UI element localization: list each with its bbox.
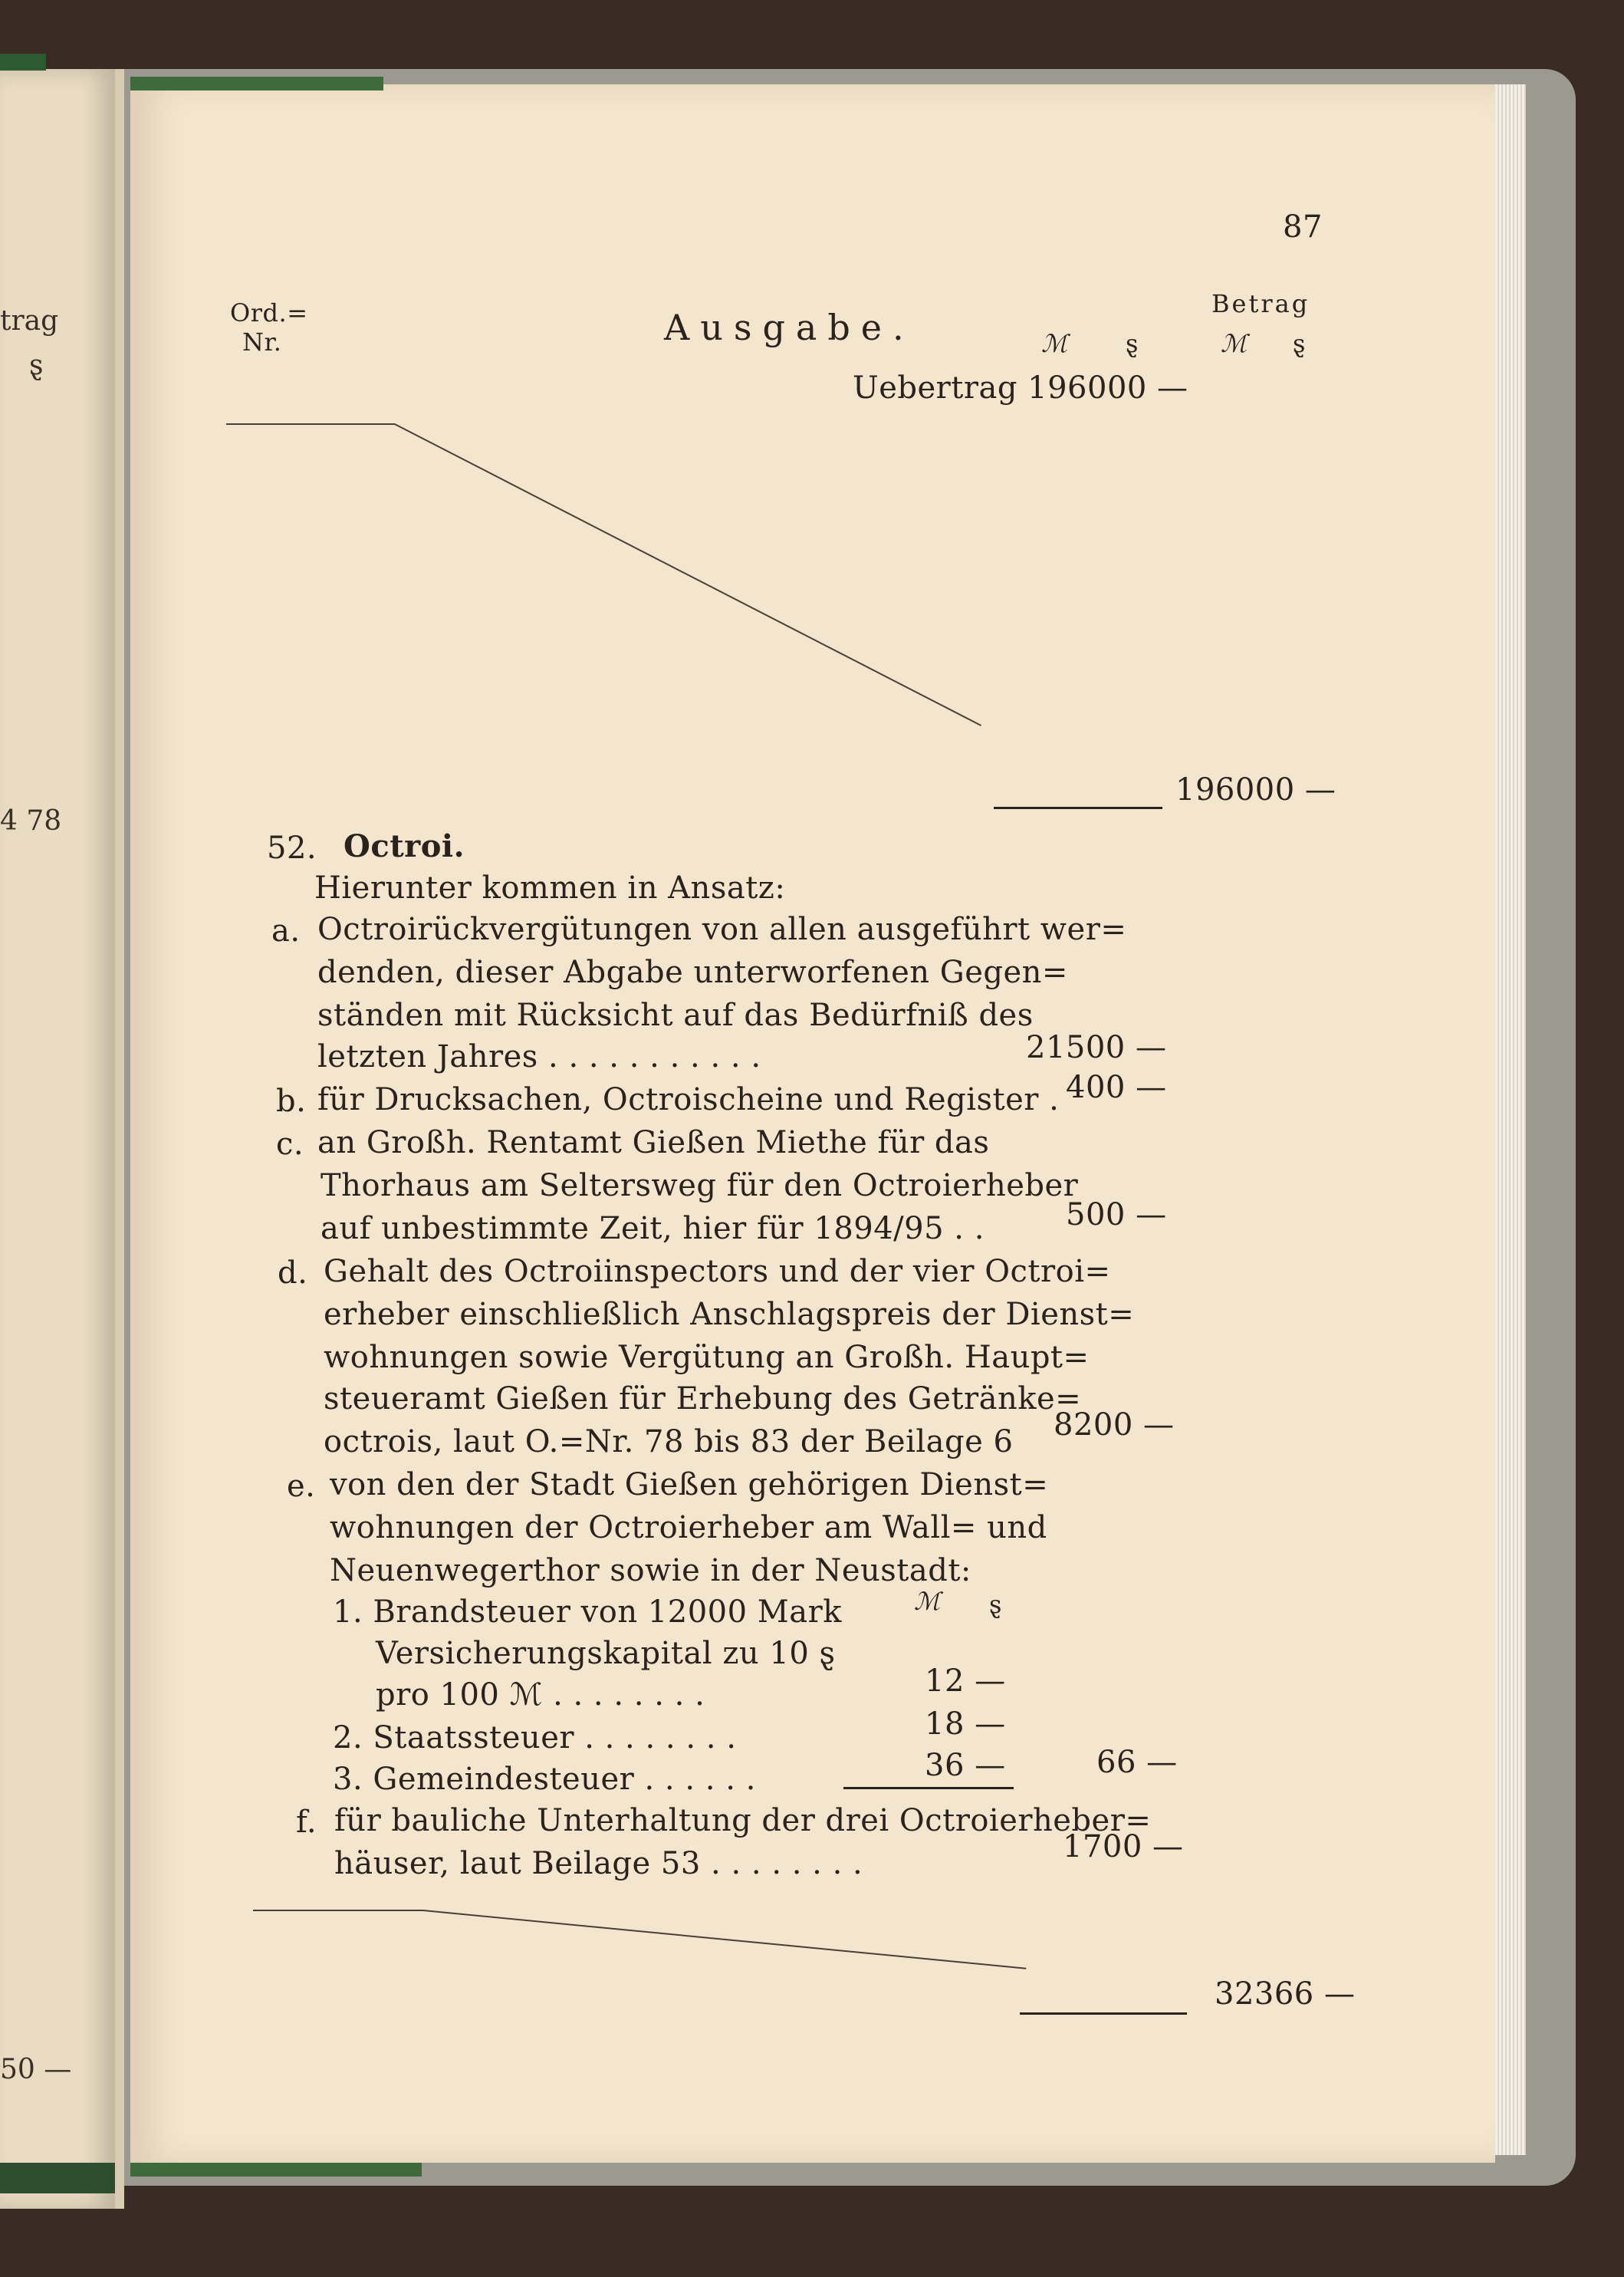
left-page-edge [115, 69, 124, 2209]
item-d-line: Gehalt des Octroiinspectors und der vier Octroi= [324, 1254, 1111, 1289]
item-d-line: steueramt Gießen für Erhebung des Getränke= [324, 1381, 1082, 1417]
sub-item-3-amount: 36 — [925, 1748, 1006, 1783]
subtotal-rule-1 [994, 807, 1162, 809]
currency-mark-1: ℳ [1041, 329, 1068, 358]
item-c-line: Thorhaus am Seltersweg für den Octroierheber [321, 1168, 1079, 1203]
item-e-line: von den der Stadt Gießen gehörigen Dienst= [330, 1467, 1049, 1502]
left-page [0, 69, 117, 2209]
section-total-1: 196000 — [1175, 772, 1336, 808]
item-d-amount: 8200 — [1054, 1407, 1175, 1443]
section-intro: Hierunter kommen in Ansatz: [314, 870, 786, 906]
section-title: Octroi. [344, 828, 465, 864]
section-number: 52. [267, 831, 317, 866]
cancel-line-bottom-left [253, 1910, 423, 1911]
item-c-line: auf unbestimmte Zeit, hier für 1894/95 . . [321, 1211, 985, 1246]
item-c-amount: 500 — [1066, 1197, 1167, 1232]
sub-item-1-line: pro 100 ℳ . . . . . . . . [376, 1677, 705, 1713]
item-d-letter: d. [278, 1255, 308, 1291]
spine-band-top [130, 77, 383, 90]
sub-item-3-line: 3. Gemeindesteuer . . . . . . [333, 1762, 756, 1797]
item-f-letter: f. [296, 1805, 317, 1840]
currency-pfennig-1: ȿ [1126, 329, 1139, 358]
sub-item-2-line: 2. Staatssteuer . . . . . . . . [333, 1720, 737, 1755]
sub-items-rule [843, 1787, 1014, 1789]
item-a-line: ständen mit Rücksicht auf das Bedürfniß des [317, 998, 1034, 1033]
item-c-line: an Großh. Rentamt Gießen Miethe für das [317, 1125, 990, 1160]
left-fragment-bottom: 50 — [0, 2054, 72, 2085]
left-fragment-currency: ȿ [29, 350, 44, 381]
section-total-rule [1020, 2012, 1187, 2015]
binding-band-top [0, 54, 46, 71]
section-total: 32366 — [1215, 1976, 1356, 2012]
item-f-line: für bauliche Unterhaltung der drei Octroierheber= [334, 1803, 1152, 1838]
sub-item-1-line: 1. Brandsteuer von 12000 Mark [333, 1594, 842, 1630]
sub-item-2-amount: 18 — [925, 1706, 1006, 1742]
item-f-amount: 1700 — [1063, 1829, 1184, 1864]
ord-label-line1: Ord.= [230, 298, 308, 327]
currency-mark-2: ℳ [1221, 329, 1248, 358]
ord-label-line2: Nr. [242, 327, 282, 357]
item-a-amount: 21500 — [1026, 1030, 1167, 1065]
item-a-letter: a. [271, 913, 301, 949]
betrag-label: Betrag [1211, 289, 1310, 318]
item-d-line: wohnungen sowie Vergütung an Großh. Haupt= [324, 1340, 1090, 1375]
item-e-line: Neuenwegerthor sowie in der Neustadt: [330, 1553, 971, 1588]
item-d-line: octrois, laut O.=Nr. 78 bis 83 der Beilage 6 [324, 1424, 1014, 1459]
cancel-line-top-left [226, 423, 395, 425]
sub-currency-mark: ℳ [914, 1587, 941, 1616]
item-a-line: letzten Jahres . . . . . . . . . . . [317, 1039, 761, 1074]
item-c-letter: c. [276, 1127, 304, 1162]
currency-pfennig-2: ȿ [1293, 329, 1306, 358]
left-fragment-top: trag [0, 305, 59, 337]
item-e-amount: 66 — [1096, 1745, 1178, 1780]
sub-item-1-line: Versicherungskapital zu 10 ȿ [376, 1636, 836, 1671]
item-e-letter: e. [287, 1469, 316, 1504]
page-number: 87 [1283, 209, 1323, 245]
sub-currency-pfennig: ȿ [989, 1590, 1002, 1619]
left-fragment-mid: 4 78 [0, 805, 62, 837]
spine-band-bottom [130, 2163, 422, 2177]
item-b-letter: b. [276, 1084, 307, 1119]
item-e-line: wohnungen der Octroierheber am Wall= und [330, 1510, 1047, 1545]
item-f-line: häuser, laut Beilage 53 . . . . . . . . [334, 1846, 863, 1881]
item-d-line: erheber einschließlich Anschlagspreis der Dienst= [324, 1297, 1135, 1332]
item-a-line: Octroirückvergütungen von allen ausgeführt wer= [317, 912, 1127, 947]
page-title: Ausgabe. [664, 307, 915, 348]
binding-band-bottom [0, 2163, 115, 2193]
uebertrag: Uebertrag 196000 — [853, 370, 1188, 406]
item-b-amount: 400 — [1066, 1070, 1167, 1105]
item-a-line: denden, dieser Abgabe unterworfenen Gegen= [317, 955, 1068, 990]
item-b-line: für Drucksachen, Octroischeine und Register . [317, 1082, 1060, 1117]
sub-item-1-amount: 12 — [925, 1663, 1006, 1699]
